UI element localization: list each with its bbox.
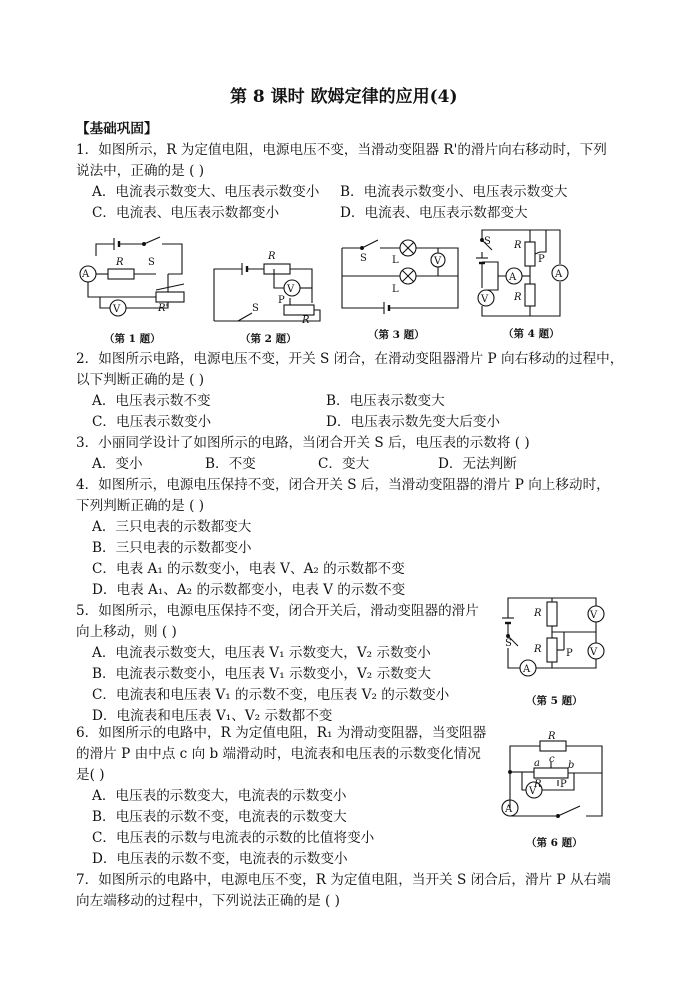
- fig4-ammeter2-label: A: [555, 269, 563, 280]
- fig6-voltmeter-label: V: [529, 786, 537, 797]
- fig4-slider-label: P: [538, 254, 545, 265]
- q6-option-c: C．电压表的示数与电流表的示数的比值将变小: [92, 830, 375, 846]
- q6-option-a: A．电压表的示数变大，电流表的示数变小: [92, 788, 347, 804]
- fig5-resistor1-label: R: [534, 608, 542, 619]
- fig2-voltmeter-label: V: [287, 284, 295, 295]
- q6-option-d: D．电压表的示数不变，电流表的示数变小: [92, 851, 348, 867]
- q5-option-a: A．电流表示数变大，电压表 V₁ 示数变大，V₂ 示数变小: [92, 645, 431, 661]
- fig4-switch-label: S: [484, 236, 491, 247]
- figure-5-circuit: [496, 592, 606, 692]
- q1-option-c: C．电流表、电压表示数都变小: [92, 205, 280, 221]
- q7-line1: 7．如图所示的电路中，电源电压不变，R 为定值电阻，当开关 S 闭合后，滑片 P 从右端: [76, 872, 611, 888]
- fig6-resistor-label: R: [548, 731, 556, 742]
- q3-option-d: D．无法判断: [438, 456, 517, 472]
- figure-1-circuit: [70, 232, 190, 324]
- fig4-rheostat-label: R: [514, 240, 522, 251]
- q3-line1: 3．小丽同学设计了如图所示的电路，当闭合开关 S 后，电压表的示数将 ( ): [76, 435, 530, 451]
- q6-line3: 是( ): [76, 767, 105, 783]
- fig6-mid-c-label: c: [549, 754, 555, 765]
- q1-option-d: D．电流表、电压表示数都变大: [340, 205, 528, 221]
- q1-option-b: B．电流表示数变小、电压表示数变大: [340, 184, 568, 200]
- fig4-ammeter1-label: A: [509, 272, 517, 283]
- q3-option-a: A．变小: [92, 456, 143, 472]
- fig3-lamp2-label: L: [392, 284, 399, 295]
- q6-option-b: B．电压表的示数不变，电流表的示数变大: [92, 809, 347, 825]
- fig5-ammeter-label: A: [523, 664, 531, 675]
- fig5-slider-label: P: [566, 648, 573, 659]
- fig6-ammeter-label: A: [505, 804, 513, 815]
- fig3-voltmeter-label: V: [434, 256, 442, 267]
- caption-figure-5: （第 5 题）: [526, 695, 583, 707]
- q1-option-a: A．电流表示数变大、电压表示数变小: [92, 184, 320, 200]
- fig1-rheostat-label: R': [158, 303, 169, 314]
- q5-option-b: B．电流表示数变小，电压表 V₁ 示数变小，V₂ 示数变大: [92, 666, 431, 682]
- fig5-switch-label: S: [505, 638, 512, 649]
- figure-2-circuit: [208, 243, 328, 327]
- fig5-rheostat-label: R: [534, 644, 542, 655]
- fig3-switch-label: S: [360, 253, 367, 264]
- q2-option-d: D．电压表示数先变大后变小: [326, 414, 501, 430]
- fig6-end-a-label: a: [534, 758, 540, 769]
- fig4-voltmeter-label: V: [481, 294, 489, 305]
- page-title: 第 8 课时 欧姆定律的应用(4): [230, 87, 458, 107]
- fig6-rheostat-label: R: [534, 779, 542, 790]
- fig1-resistor-label: R: [116, 257, 124, 268]
- q4-option-a: A．三只电表的示数都变大: [92, 519, 252, 535]
- q2-option-c: C．电压表示数变小: [92, 414, 212, 430]
- fig3-lamp1-label: L: [392, 255, 399, 266]
- fig1-ammeter-label: A: [82, 269, 90, 280]
- q3-option-b: B．不变: [205, 456, 256, 472]
- fig1-switch-label: S: [148, 257, 155, 268]
- q2-option-b: B．电压表示数变大: [326, 393, 445, 409]
- q2-line2: 以下判断正确的是 ( ): [76, 372, 204, 388]
- fig5-voltmeter1-label: V: [590, 610, 598, 621]
- fig2-slider-label: P: [278, 295, 285, 306]
- fig2-resistor-label: R: [268, 251, 276, 262]
- q6-line2: 的滑片 P 由中点 c 向 b 端滑动时，电流表和电压表的示数变化情况: [76, 746, 481, 762]
- q5-option-d: D．电流表和电压表 V₁、V₂ 示数都不变: [92, 708, 333, 724]
- fig6-slider-label: P: [560, 779, 567, 790]
- q4-line1: 4．如图所示，电源电压保持不变，闭合开关 S 后，当滑动变阻器的滑片 P 向上移动时，: [76, 477, 610, 493]
- q4-option-b: B．三只电表的示数都变小: [92, 540, 252, 556]
- fig5-voltmeter2-label: V: [590, 647, 598, 658]
- section-heading: 【基础巩固】: [76, 121, 158, 137]
- q3-option-c: C．变大: [318, 456, 370, 472]
- q2-line1: 2．如图所示电路，电源电压不变，开关 S 闭合，在滑动变阻器滑片 P 向右移动的过程中，: [76, 351, 624, 367]
- q4-line2: 下列判断正确的是 ( ): [76, 498, 204, 514]
- fig1-voltmeter-label: V: [113, 304, 121, 315]
- fig2-switch-label: S: [252, 303, 259, 314]
- figure-6-circuit: [494, 730, 612, 826]
- q2-option-a: A．电压表示数不变: [92, 393, 211, 409]
- figure-3-circuit: [338, 236, 464, 320]
- fig4-resistor1-label: R: [514, 292, 522, 303]
- caption-figure-6: （第 6 题）: [526, 837, 583, 849]
- caption-figure-4: （第 4 题）: [503, 328, 560, 340]
- q4-option-c: C．电表 A₁ 的示数变小，电表 V、A₂ 的示数都不变: [92, 561, 405, 577]
- q4-option-d: D．电表 A₁、A₂ 的示数都变小，电表 V 的示数不变: [92, 582, 406, 598]
- q1-line2: 说法中，正确的是 ( ): [76, 163, 204, 179]
- figure-4-circuit: [474, 226, 574, 322]
- q6-line1: 6．如图所示的电路中，R 为定值电阻，R₁ 为滑动变阻器，当变阻器: [76, 725, 487, 741]
- fig6-end-b-label: b: [568, 760, 575, 771]
- caption-figure-1: （第 1 题）: [104, 333, 161, 345]
- q1-line1: 1．如图所示，R 为定值电阻，电源电压不变，当滑动变阻器 R'的滑片向右移动时，下列: [76, 142, 607, 158]
- q5-line2: 向上移动，则 ( ): [76, 624, 177, 640]
- caption-figure-2: （第 2 题）: [240, 333, 297, 345]
- q7-line2: 向左端移动的过程中，下列说法正确的是 ( ): [76, 893, 340, 909]
- q5-line1: 5．如图所示，电源电压保持不变，闭合开关后，滑动变阻器的滑片: [76, 603, 479, 619]
- q5-option-c: C．电流表和电压表 V₁ 的示数不变，电压表 V₂ 的示数变小: [92, 687, 450, 703]
- fig2-rheostat-label: R: [302, 315, 310, 326]
- caption-figure-3: （第 3 题）: [368, 329, 425, 341]
